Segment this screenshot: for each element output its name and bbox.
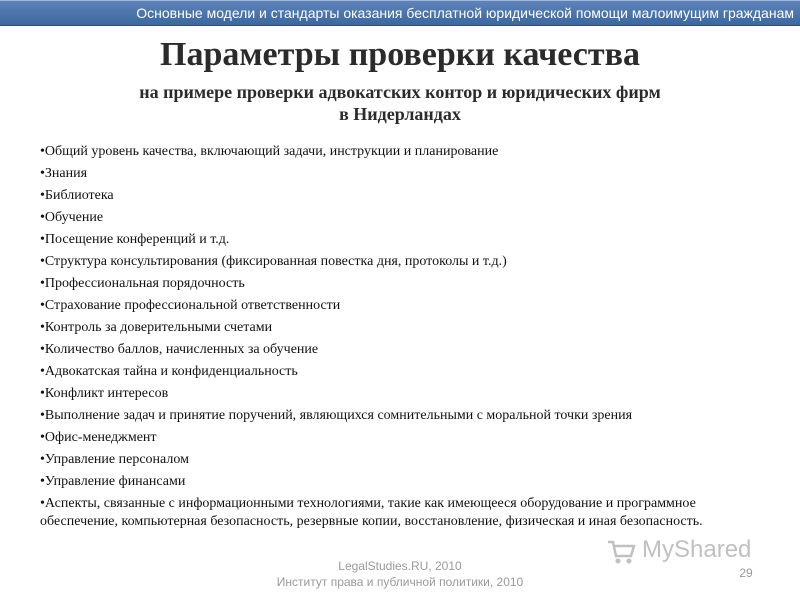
header-banner [0, 0, 800, 26]
list-item: • Библиотека [40, 187, 770, 205]
list-item: • Посещение конференций и т.д. [40, 231, 770, 249]
slide-title: Параметры проверки качества [160, 36, 640, 73]
list-item: • Выполнение задач и принятие поручений, являющихся сомнительными с моральной точки зрения [40, 407, 770, 425]
list-item: • Управление персоналом [40, 451, 770, 469]
list-item: • Общий уровень качества, включающий задачи, инструкции и планирование [40, 143, 770, 161]
list-item: • Адвокатская тайна и конфиденциальность [40, 363, 770, 381]
list-item: • Профессиональная порядочность [40, 275, 770, 293]
cart-icon [606, 538, 636, 566]
quality-parameters-list [40, 143, 770, 535]
list-item: • Офис-менеджмент [40, 429, 770, 447]
footer-institute: Институт права и публичной политики, 2010 [276, 575, 524, 589]
subtitle-line-1: на примере проверки адвокатских контор и юридических фирм [139, 82, 661, 102]
slide-subtitle [0, 81, 800, 125]
list-item: • Знания [40, 165, 770, 183]
list-item: • Структура консультирования (фиксированная повестка дня, протоколы и т.д.) [40, 253, 770, 271]
watermark-logo [606, 534, 776, 570]
page-number: 29 [739, 566, 753, 580]
footer-source: LegalStudies.RU, 2010 [338, 559, 462, 573]
list-item: • Управление финансами [40, 473, 770, 491]
list-item: • Аспекты, связанные с информационными технологиями, такие как имеющееся оборудование и программное обеспечение, компьютерная безопасность, резервные копии, восстановление, физическая и иная безопасность. [40, 495, 770, 531]
list-item: • Количество баллов, начисленных за обучение [40, 341, 770, 359]
list-item: • Контроль за доверительными счетами [40, 319, 770, 337]
subtitle-line-2: в Нидерландах [339, 104, 461, 124]
list-item: • Конфликт интересов [40, 385, 770, 403]
list-item: • Страхование профессиональной ответственности [40, 297, 770, 315]
list-item: • Обучение [40, 209, 770, 227]
watermark-text: MyShared [642, 536, 752, 563]
banner-title: Основные модели и стандарты оказания бесплатной юридической помощи малоимущим гражданам [136, 5, 794, 21]
